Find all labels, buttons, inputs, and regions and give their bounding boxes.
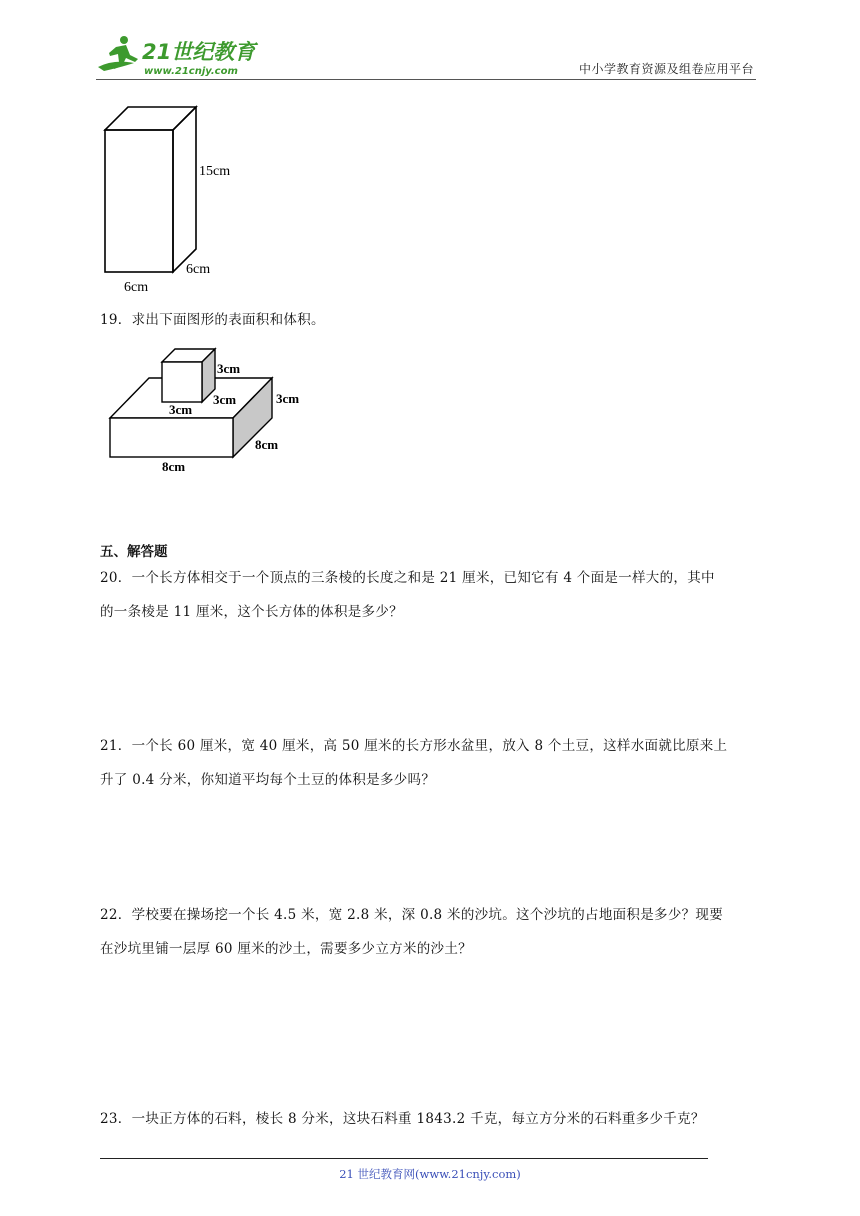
question-22 [100,905,723,959]
cuboid-depth-label: 6cm [186,262,211,277]
cube-width-label: 3cm [169,402,193,417]
runner-logo-icon [94,33,264,79]
question-20-line2: 的一条棱是 11 厘米，这个长方体的体积是多少？ [100,604,403,620]
cuboid-width-label: 6cm [124,280,149,295]
question-21-line2: 升了 0.4 分米，你知道平均每个土豆的体积是多少吗？ [100,772,436,788]
footer-divider [100,1158,708,1159]
footer-text: 21 世纪教育网(www.21cnjy.com) [339,1167,521,1181]
box-width-label: 8cm [162,459,186,474]
cuboid-front-face [105,130,173,272]
box-front-face [110,418,233,457]
cube-depth-label: 3cm [213,392,237,407]
cuboid-side-face [173,107,196,272]
composite-solid-figure [105,345,315,475]
question-21 [100,736,727,790]
platform-title: 中小学教育资源及组卷应用平台 [578,62,754,76]
cuboid-figure [100,100,260,300]
box-height-label: 3cm [276,391,300,406]
logo-url-text: www.21cnjy.com [144,66,238,77]
question-19 [100,310,325,330]
cuboid-height-label: 15cm [199,164,231,179]
section-title: 五、解答题 [100,544,168,560]
cuboid-top-face [105,107,196,130]
cube-height-label: 3cm [217,361,241,376]
box-depth-label: 8cm [255,437,279,452]
question-20-line1: 20．一个长方体相交于一个顶点的三条棱的长度之和是 21 厘米，已知它有 4 个面是一样大的，其中 [100,570,715,586]
header-divider [96,79,756,80]
question-21-line1: 21．一个长 60 厘米，宽 40 厘米，高 50 厘米的长方形水盆里，放入 8 个土豆，这样水面就比原来上 [100,738,728,754]
logo-text: 21世纪教育 [142,40,256,64]
question-22-line1: 22．学校要在操场挖一个长 4.5 米，宽 2.8 米，深 0.8 米的沙坑。这个沙坑的占地面积是多少？现要 [100,907,724,923]
site-logo [94,33,264,79]
question-19-text: 求出下面图形的表面积和体积。 [131,312,325,328]
question-20 [100,568,715,622]
question-22-line2: 在沙坑里铺一层厚 60 厘米的沙土，需要多少立方米的沙土？ [100,941,472,957]
cube-front-face [162,362,202,402]
question-19-number: 19． [100,312,132,328]
question-23 [100,1109,705,1129]
question-23-line1: 23．一块正方体的石料，棱长 8 分米，这块石料重 1843.2 千克，每立方分米的石料重多少千克？ [100,1111,705,1127]
